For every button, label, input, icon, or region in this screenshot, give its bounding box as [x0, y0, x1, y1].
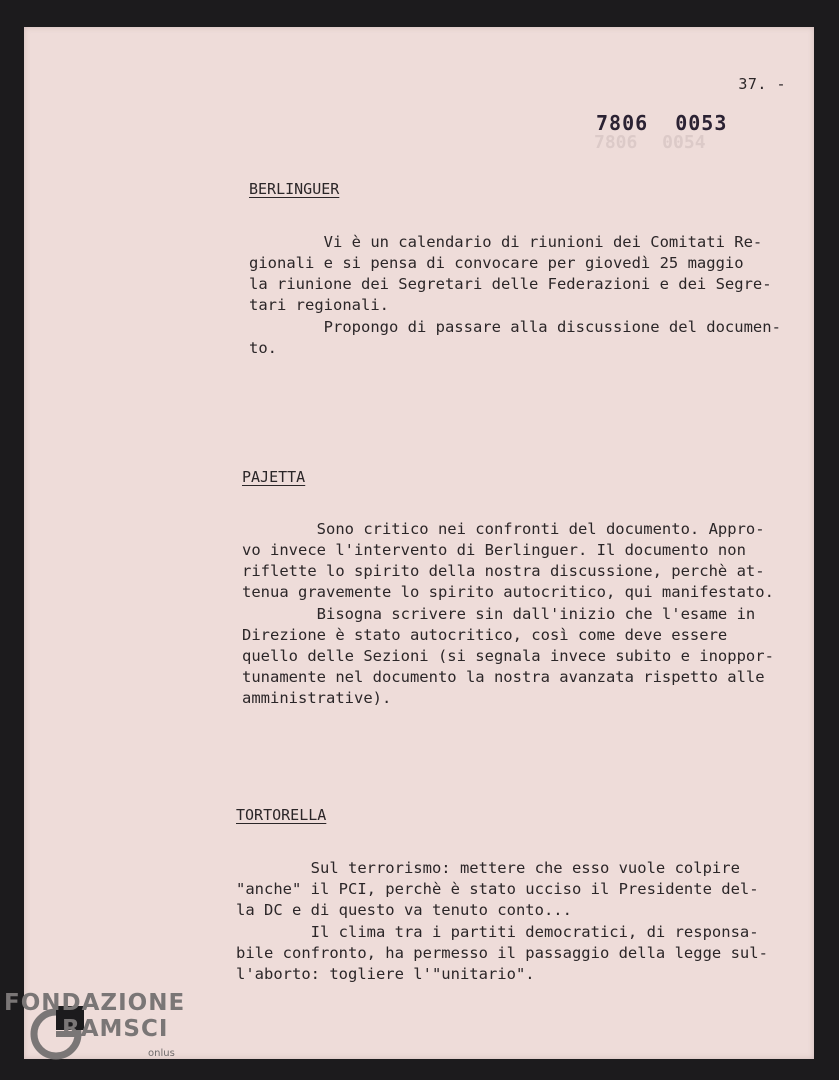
speaker-heading-tortorella: TORTORELLA: [236, 806, 327, 824]
paragraph-tortorella-2: Il clima tra i partiti democratici, di responsa- bile confronto, ha permesso il passaggio della legge sul- l'aborto: togliere l'"unitario".: [236, 923, 768, 983]
logo-line-2: RAMSCI: [62, 1016, 169, 1042]
bleed-through-code: 7806 0054: [594, 132, 706, 153]
fondazione-gramsci-logo: [4, 990, 185, 1042]
paragraph-tortorella-1: Sul terrorismo: mettere che esso vuole colpire "anche" il PCI, perchè è stato ucciso il Presidente del- la DC e di questo va tenuto conto...: [236, 859, 759, 919]
page-number: 37. -: [738, 75, 786, 93]
paragraph-berlinguer-2: Propongo di passare alla discussione del documen- to.: [249, 318, 781, 357]
paragraph-pajetta-2: Bisogna scrivere sin dall'inizio che l'esame in Direzione è stato autocritico, così come deve essere quello delle Sezioni (si segnala invece subito e inoppor- tunamente nel documento la nostra avanzata rispetto alle amministrative).: [242, 605, 774, 707]
archive-code: 7806 0053: [596, 111, 728, 135]
speaker-heading-berlinguer: BERLINGUER: [249, 180, 340, 198]
paragraph-pajetta-1: Sono critico nei confronti del documento. Appro- vo invece l'intervento di Berlinguer. Il documento non riflette lo spirito della nostra discussione, perchè at- tenua gravemente lo spirito autocritico, qui manifestato.: [242, 520, 774, 601]
logo-suffix: onlus: [148, 1048, 175, 1059]
paragraph-berlinguer-1: Vi è un calendario di riunioni dei Comitati Re- gionali e si pensa di convocare per giovedì 25 maggio la riunione dei Segretari delle Federazioni e dei Segre- tari regionali.: [249, 233, 772, 314]
logo-line-1: FONDAZIONE: [4, 990, 186, 1016]
document-page: [24, 27, 814, 1059]
speaker-heading-pajetta: PAJETTA: [242, 468, 306, 486]
